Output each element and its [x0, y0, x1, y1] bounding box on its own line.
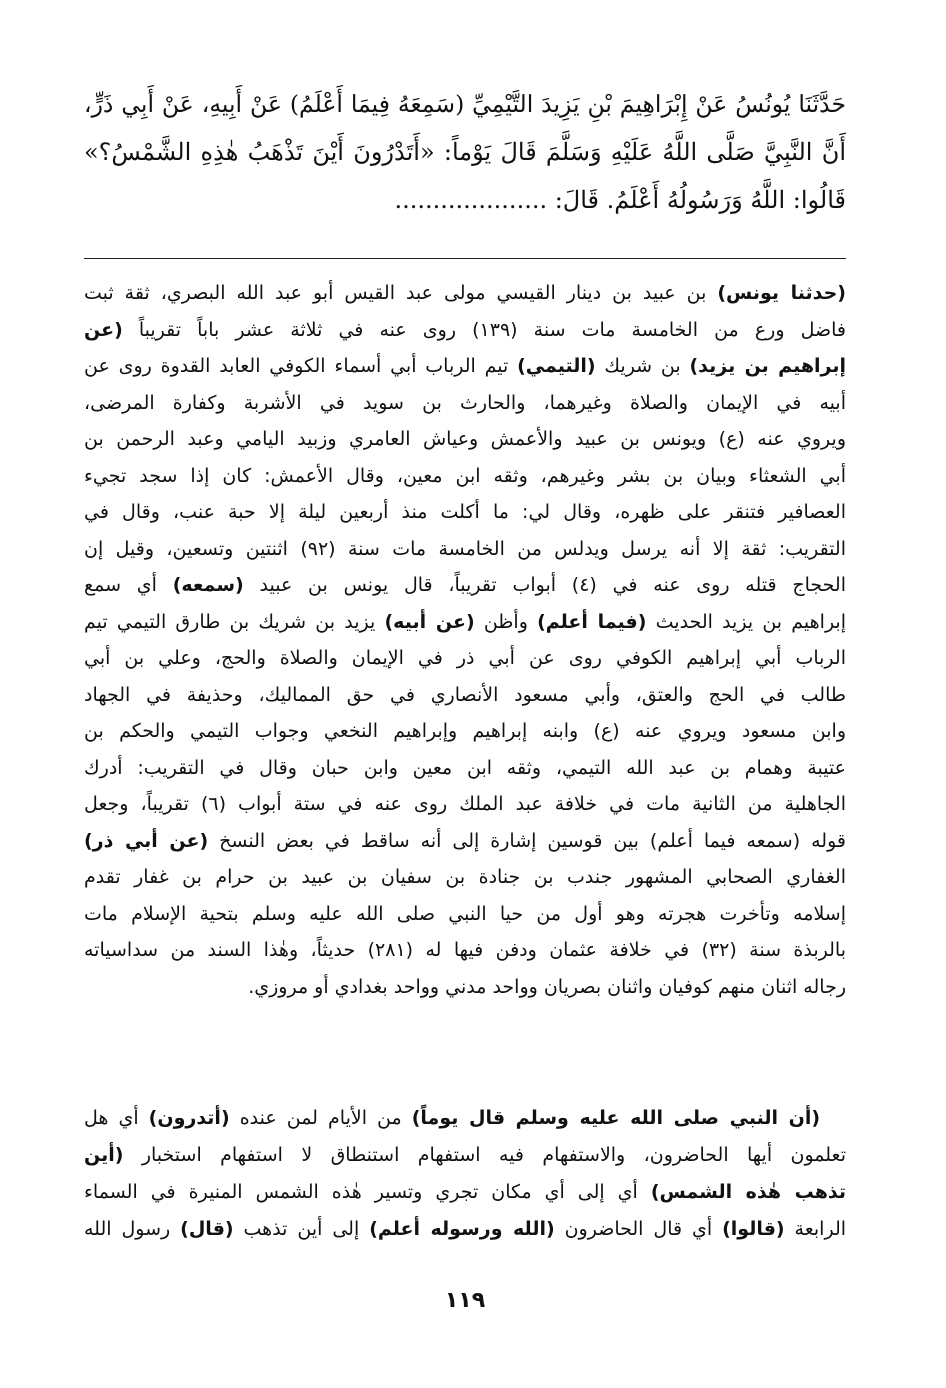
hadith-line-1: حَدَّثَنَا يُونُسُ عَنْ إِبْرَاهِيمَ بْنِ يَزِيدَ التَّيْمِيِّ (سَمِعَهُ فِيمَا أَعْلَمُ) عَنْ أَبِيهِ، عَنْ أَبِي ذَرٍّ،	[84, 90, 846, 118]
text-run: الحجاج قتله روى عنه في (٤) أبواب تقريباً، قال يونس بن عبيد	[243, 574, 846, 596]
bold-term: (أن النبي صلى الله عليه وسلم قال يوماً)	[411, 1107, 821, 1129]
commentary-line	[84, 348, 846, 385]
commentary-line	[84, 567, 846, 604]
commentary-paragraph	[84, 275, 846, 1005]
commentary-line: طالب في الحج والعتق، وأبي مسعود الأنصاري في حق المماليك، وحذيفة في الجهاد	[84, 683, 846, 706]
text-run: تعلمون أيها الحاضرون، والاستفهام فيه استفهام استنطاق لا استفهام استخبار	[123, 1144, 846, 1166]
commentary-line	[84, 823, 846, 860]
text-run: إبراهيم بن يزيد الحديث	[646, 610, 846, 633]
text-run: من الأيام لمن عنده	[229, 1107, 412, 1129]
commentary-line	[84, 312, 846, 349]
commentary-line: إسلامه وتأخرت هجرته وهو أول من حيا النبي صلى الله عليه وسلم بتحية الإسلام مات	[84, 902, 846, 925]
commentary-line: التقريب: ثقة إلا أنه يرسل ويدلس من الخامسة مات سنة (٩٢) اثنتين وتسعين، وقيل إن	[84, 537, 846, 560]
text-run: أي هل	[84, 1107, 149, 1129]
commentary-line: أبيه في الإيمان والصلاة وغيرهما، والحارث بن سويد في الأشربة وكفارة المرضى،	[84, 391, 846, 414]
commentary-line: الرباب أبي إبراهيم الكوفي روى عن أبي ذر في الإيمان والصلاة والحج، وعلي بن أبي	[84, 647, 846, 669]
commentary-line: الجاهلية من الثانية مات في خلافة عبد الملك روى عنه في ستة أبواب (٦) تقريباً، وجعل	[84, 793, 846, 815]
bold-term: (التيمي)	[517, 355, 596, 377]
text-run: الرابعة	[784, 1218, 847, 1240]
commentary-line: ويروي عنه (ع) ويونس بن عبيد والأعمش وعياش العامري وزبيد اليامي وعبد الرحمن بن	[84, 428, 846, 450]
hadith-line-3-text: قَالُوا: اللَّهُ وَرَسُولُهُ أَعْلَمُ. قَالَ:	[554, 186, 846, 214]
bold-term: (قالوا)	[722, 1218, 785, 1240]
commentary-line	[84, 275, 846, 312]
commentary-line: الغفاري الصحابي المشهور جندب بن جنادة بن سفيان بن عبيد بن حرام بن غفار تقدم	[84, 866, 846, 888]
text-run: فاضل ورع من الخامسة مات سنة (١٣٩) روى عنه في ثلاثة عشر باباً تقريباً	[122, 318, 846, 341]
text-run: أي سمع	[84, 574, 173, 596]
text-run: تيم الرباب أبي أسماء الكوفي العابد القدوة روى عن	[84, 355, 518, 377]
text-run: بن عبيد بن دينار القيسي مولى عبد القيس أبو عبد الله البصري، ثقة ثبت	[84, 282, 718, 304]
bold-term: (الله ورسوله أعلم)	[369, 1218, 555, 1240]
bold-term: (حدثنا يونس)	[717, 282, 846, 304]
bold-term: إبراهيم بن يزيد)	[689, 355, 846, 377]
text-run: أي قال الحاضرون	[554, 1218, 723, 1240]
text-run: يزيد بن شريك بن طارق التيمي تيم	[84, 610, 385, 633]
hadith-line-3-dots: ....................	[394, 186, 548, 214]
page-number: ١١٩	[444, 1288, 486, 1313]
commentary-line: رجاله اثنان منهم كوفيان واثنان بصريان وواحد مدني وواحد بغدادي أو مروزي.	[248, 975, 846, 998]
explanation-line	[84, 1174, 846, 1211]
explanation-paragraph	[84, 1100, 846, 1248]
bold-term: (فيما أعلم)	[537, 610, 647, 633]
commentary-line: عتيبة وهمام بن عبد الله التيمي، وثقه ابن معين وابن حبان وقال في التقريب: أدرك	[84, 756, 846, 779]
bold-term: (أين	[84, 1144, 124, 1166]
bold-term: (عن	[84, 318, 123, 341]
bold-term: (عن أبي ذر)	[84, 829, 209, 852]
commentary-line: بالربذة سنة (٣٢) في خلافة عثمان ودفن فيها له (٢٨١) حديثاً، وهٰذا السند من سداسياته	[84, 939, 846, 961]
bold-term: (قال)	[180, 1218, 234, 1240]
explanation-line	[84, 1211, 846, 1248]
bold-term: (سمعه)	[172, 574, 244, 596]
section-divider	[84, 258, 846, 259]
explanation-line	[84, 1137, 846, 1174]
bold-term: تذهب هٰذه الشمس)	[650, 1181, 846, 1203]
text-run: قوله (سمعه فيما أعلم) بين قوسين إشارة إلى أنه ساقط في بعض النسخ	[208, 829, 846, 852]
commentary-line	[84, 604, 846, 641]
commentary-line: وابن مسعود ويروي عنه (ع) وابنه إبراهيم وإبراهيم النخعي وجواب التيمي والحكم بن	[84, 720, 846, 742]
commentary-line: العصافير فتنقر على ظهره، وقال لي: ما أكلت منذ أربعين ليلة إلا حبة عنب، وقال في	[84, 501, 846, 523]
hadith-text	[84, 80, 846, 224]
hadith-line-3	[84, 176, 846, 224]
text-run: بن شريك	[595, 355, 690, 377]
book-page	[84, 70, 846, 1370]
hadith-line-2: أَنَّ النَّبِيَّ صَلَّى اللَّهُ عَلَيْهِ وَسَلَّمَ قَالَ يَوْماً: «أَتَدْرُونَ أَيْنَ تَذْهَبُ هٰذِهِ الشَّمْسُ؟»	[84, 138, 846, 166]
explanation-line	[84, 1100, 846, 1137]
text-run: وأظن	[474, 610, 538, 633]
bold-term: (عن أبيه)	[384, 610, 475, 633]
text-run: إلى أين تذهب	[233, 1218, 370, 1240]
commentary-line: أبي الشعثاء وبيان بن بشر وغيرهم، وثقه ابن معين، وقال الأعمش: كان إذا سجد تجيء	[84, 464, 846, 487]
bold-term: (أتدرون)	[148, 1107, 230, 1129]
text-run: أي إلى أي مكان تجري وتسير هٰذه الشمس المنيرة في السماء	[84, 1181, 651, 1203]
text-run: رسول الله	[84, 1218, 181, 1240]
